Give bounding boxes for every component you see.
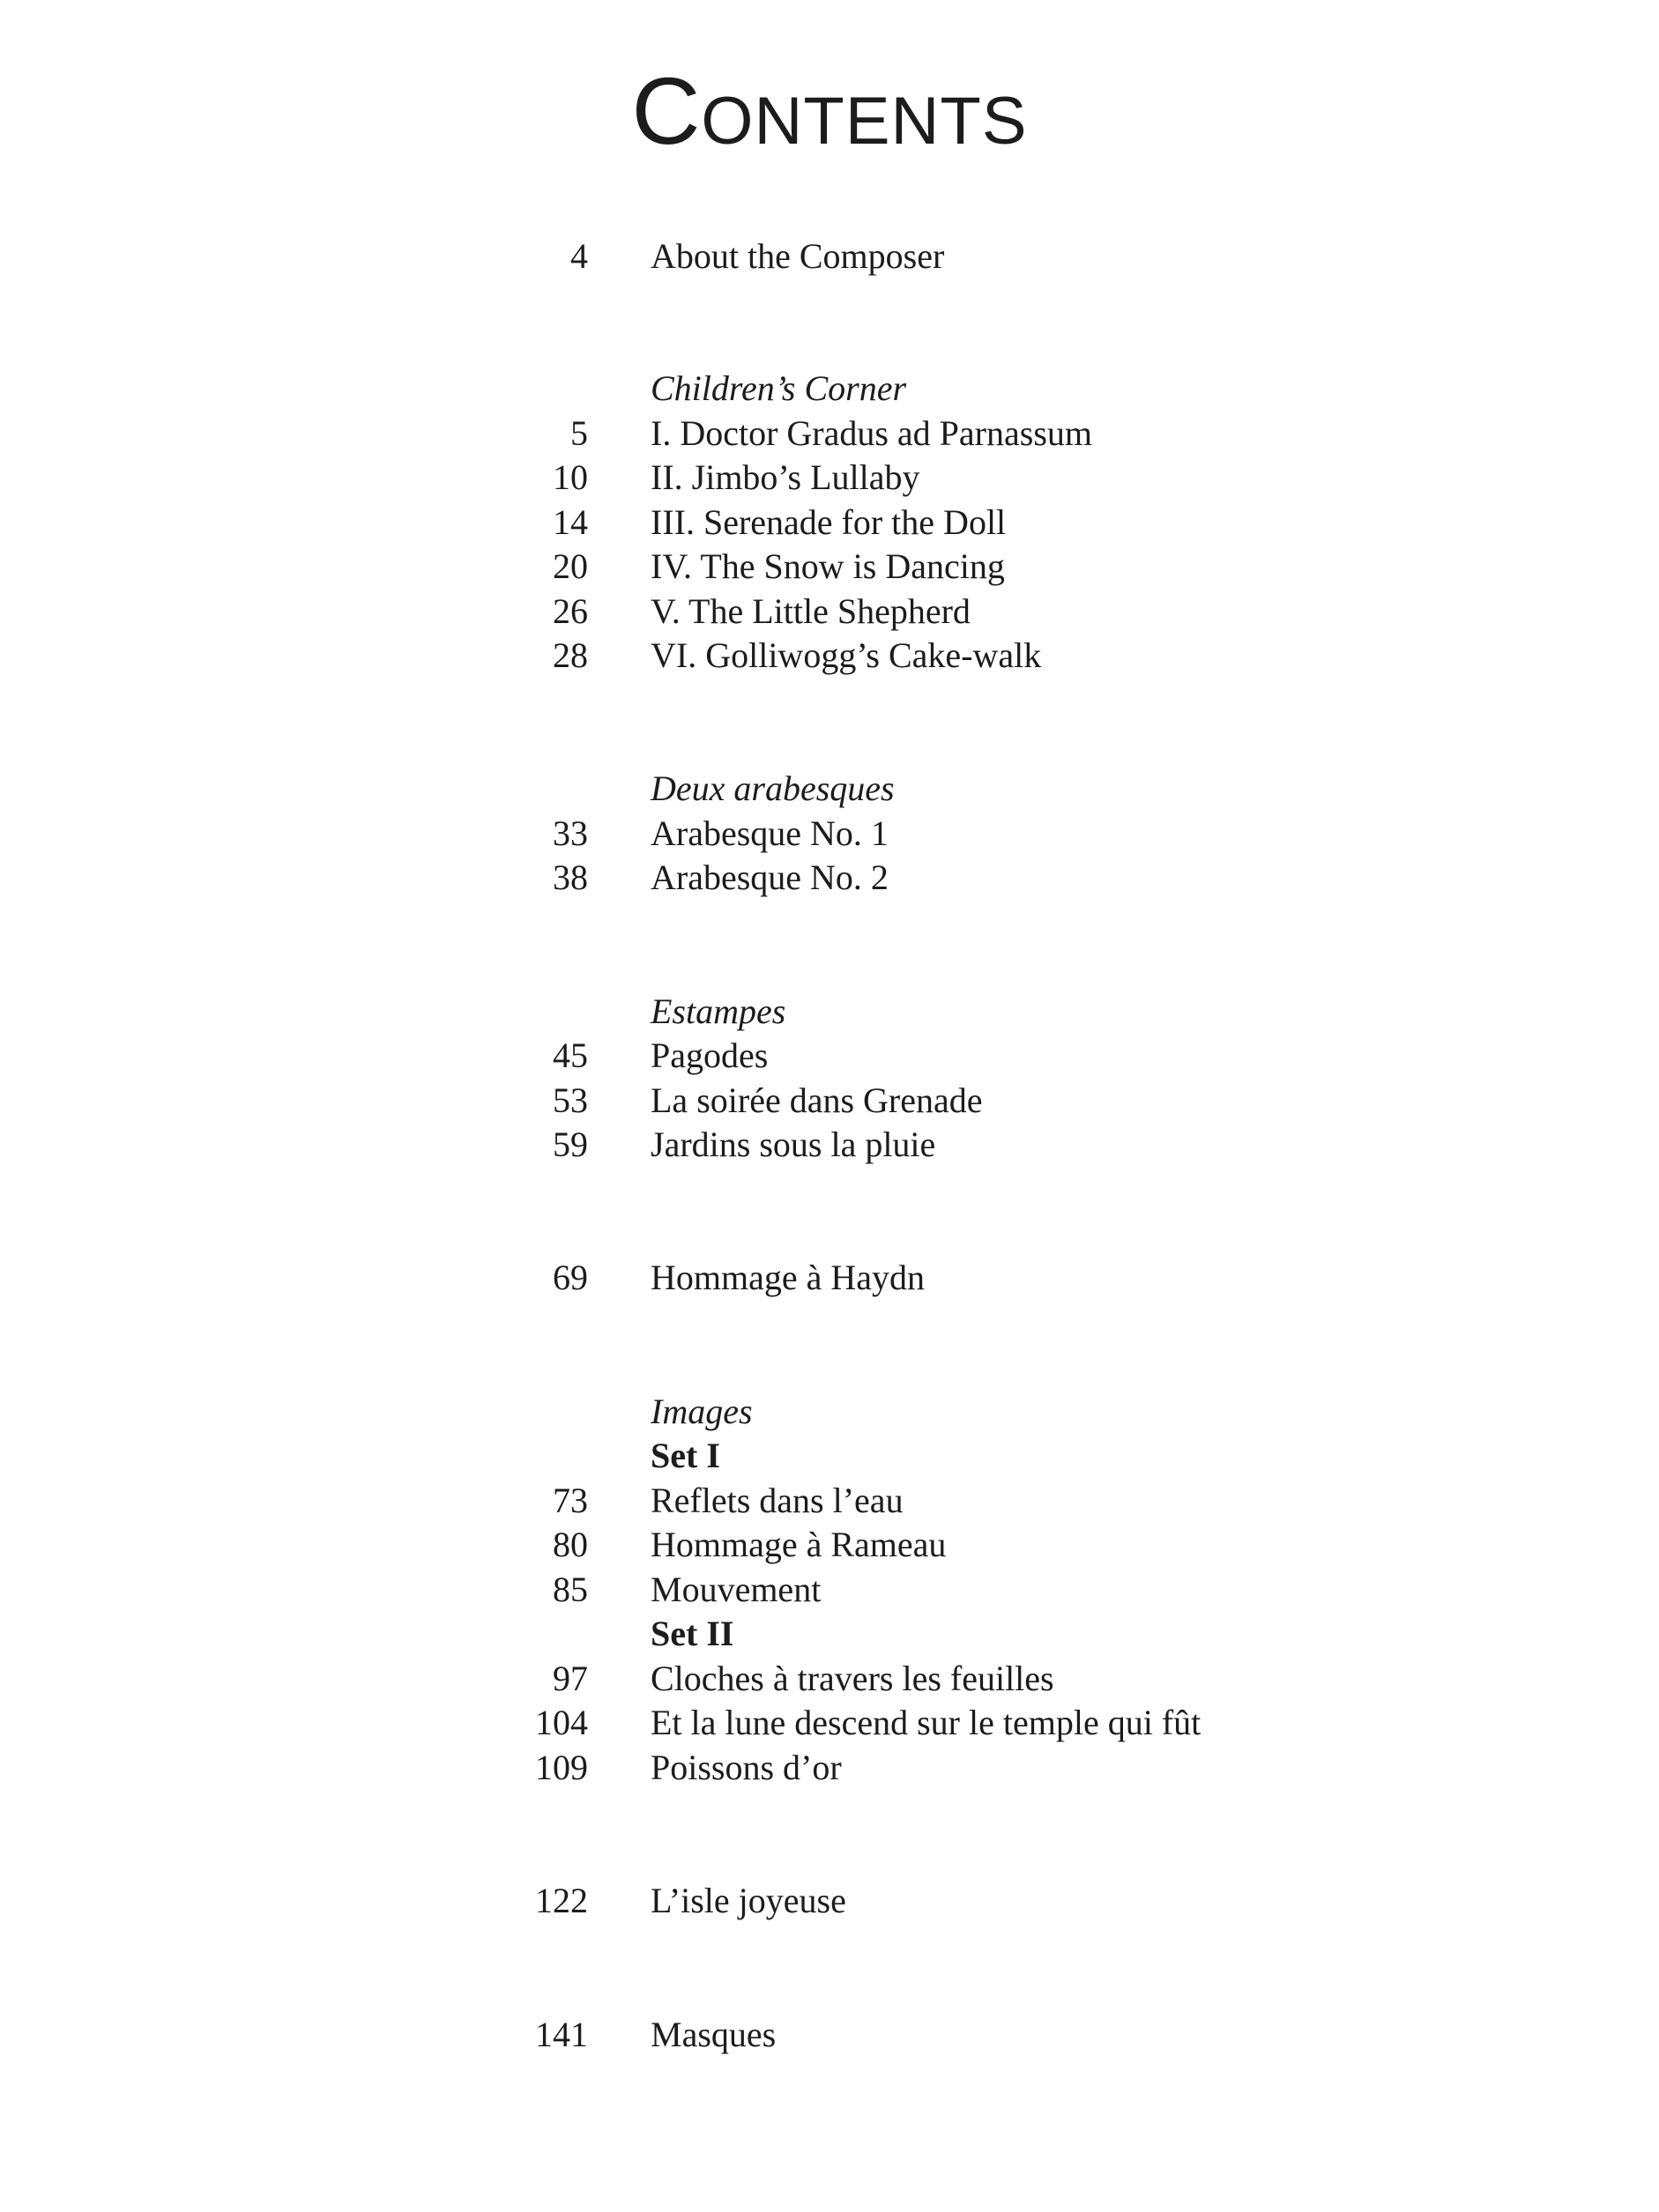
toc-entry[interactable]	[0, 1701, 1659, 1745]
toc-entry[interactable]	[0, 812, 1659, 856]
toc-entry-hommage-a-haydn[interactable]	[0, 1256, 1659, 1300]
page-number: 33	[553, 813, 588, 853]
toc-entry[interactable]	[0, 1123, 1659, 1167]
toc-entry[interactable]	[0, 501, 1659, 545]
page-number: 59	[553, 1125, 588, 1164]
section-heading-childrens-corner: Children’s Corner	[651, 368, 907, 408]
entry-title: Hommage à Rameau	[651, 1525, 947, 1564]
page-number: 20	[553, 546, 588, 586]
toc-entry[interactable]	[0, 1479, 1659, 1523]
entry-title: La soirée dans Grenade	[651, 1080, 983, 1120]
page-number: 122	[535, 1881, 588, 1920]
entry-title: I. Doctor Gradus ad Parnassum	[651, 413, 1092, 453]
page-number: 53	[553, 1080, 588, 1120]
entry-title: III. Serenade for the Doll	[651, 502, 1007, 542]
page-number: 4	[570, 236, 588, 276]
page-number: 10	[553, 457, 588, 497]
toc-entry[interactable]	[0, 1657, 1659, 1701]
entry-title: Arabesque No. 1	[651, 813, 889, 853]
entry-title: II. Jimbo’s Lullaby	[651, 457, 920, 497]
page-number: 85	[553, 1570, 588, 1609]
toc-entry-isle-joyeuse[interactable]	[0, 1879, 1659, 1923]
section-heading-deux-arabesques: Deux arabesques	[651, 768, 895, 808]
entry-title: IV. The Snow is Dancing	[651, 546, 1005, 586]
entry-title: Et la lune descend sur le temple qui fût	[651, 1703, 1201, 1742]
toc-entry[interactable]	[0, 1746, 1659, 1790]
subheading-set-2: Set II	[651, 1614, 734, 1653]
entry-title: About the Composer	[651, 236, 945, 276]
entry-title: Poissons d’or	[651, 1748, 842, 1787]
entry-title: Mouvement	[651, 1570, 822, 1609]
entry-title: Pagodes	[651, 1035, 769, 1075]
entry-title: Cloches à travers les feuilles	[651, 1659, 1054, 1698]
toc-entry[interactable]	[0, 1079, 1659, 1123]
toc-entry[interactable]	[0, 456, 1659, 500]
page-number: 26	[553, 591, 588, 631]
page-title: Contents	[631, 57, 1028, 164]
page-number: 109	[535, 1748, 588, 1787]
entry-title: Reflets dans l’eau	[651, 1481, 904, 1520]
toc-entry-about-the-composer[interactable]	[0, 234, 1659, 278]
toc-entry[interactable]	[0, 634, 1659, 678]
page-number: 28	[553, 635, 588, 675]
toc-entry[interactable]	[0, 590, 1659, 634]
entry-title: V. The Little Shepherd	[651, 591, 971, 631]
toc-entry[interactable]	[0, 412, 1659, 456]
toc-entry[interactable]	[0, 1034, 1659, 1078]
entry-title: VI. Golliwogg’s Cake-walk	[651, 635, 1042, 675]
section-heading-estampes: Estampes	[651, 991, 786, 1031]
page-number: 5	[570, 413, 588, 453]
toc-entry[interactable]	[0, 856, 1659, 900]
page-number: 141	[535, 2015, 588, 2054]
page-number: 69	[553, 1258, 588, 1297]
entry-title: Masques	[651, 2015, 777, 2054]
subheading-set-1: Set I	[651, 1436, 720, 1475]
toc-entry[interactable]	[0, 1523, 1659, 1567]
toc-entry-masques[interactable]	[0, 2013, 1659, 2057]
toc-entry[interactable]	[0, 545, 1659, 589]
page-number: 97	[553, 1659, 588, 1698]
entry-title: Jardins sous la pluie	[651, 1125, 936, 1164]
toc-entry[interactable]	[0, 1568, 1659, 1612]
entry-title: Arabesque No. 2	[651, 857, 889, 897]
page-number: 80	[553, 1525, 588, 1564]
page-number: 104	[535, 1703, 588, 1742]
entry-title: L’isle joyeuse	[651, 1881, 846, 1920]
entry-title: Hommage à Haydn	[651, 1258, 926, 1297]
page-number: 73	[553, 1481, 588, 1520]
page-number: 38	[553, 857, 588, 897]
section-heading-images: Images	[651, 1392, 753, 1431]
page-number: 14	[553, 502, 588, 542]
page-number: 45	[553, 1035, 588, 1075]
